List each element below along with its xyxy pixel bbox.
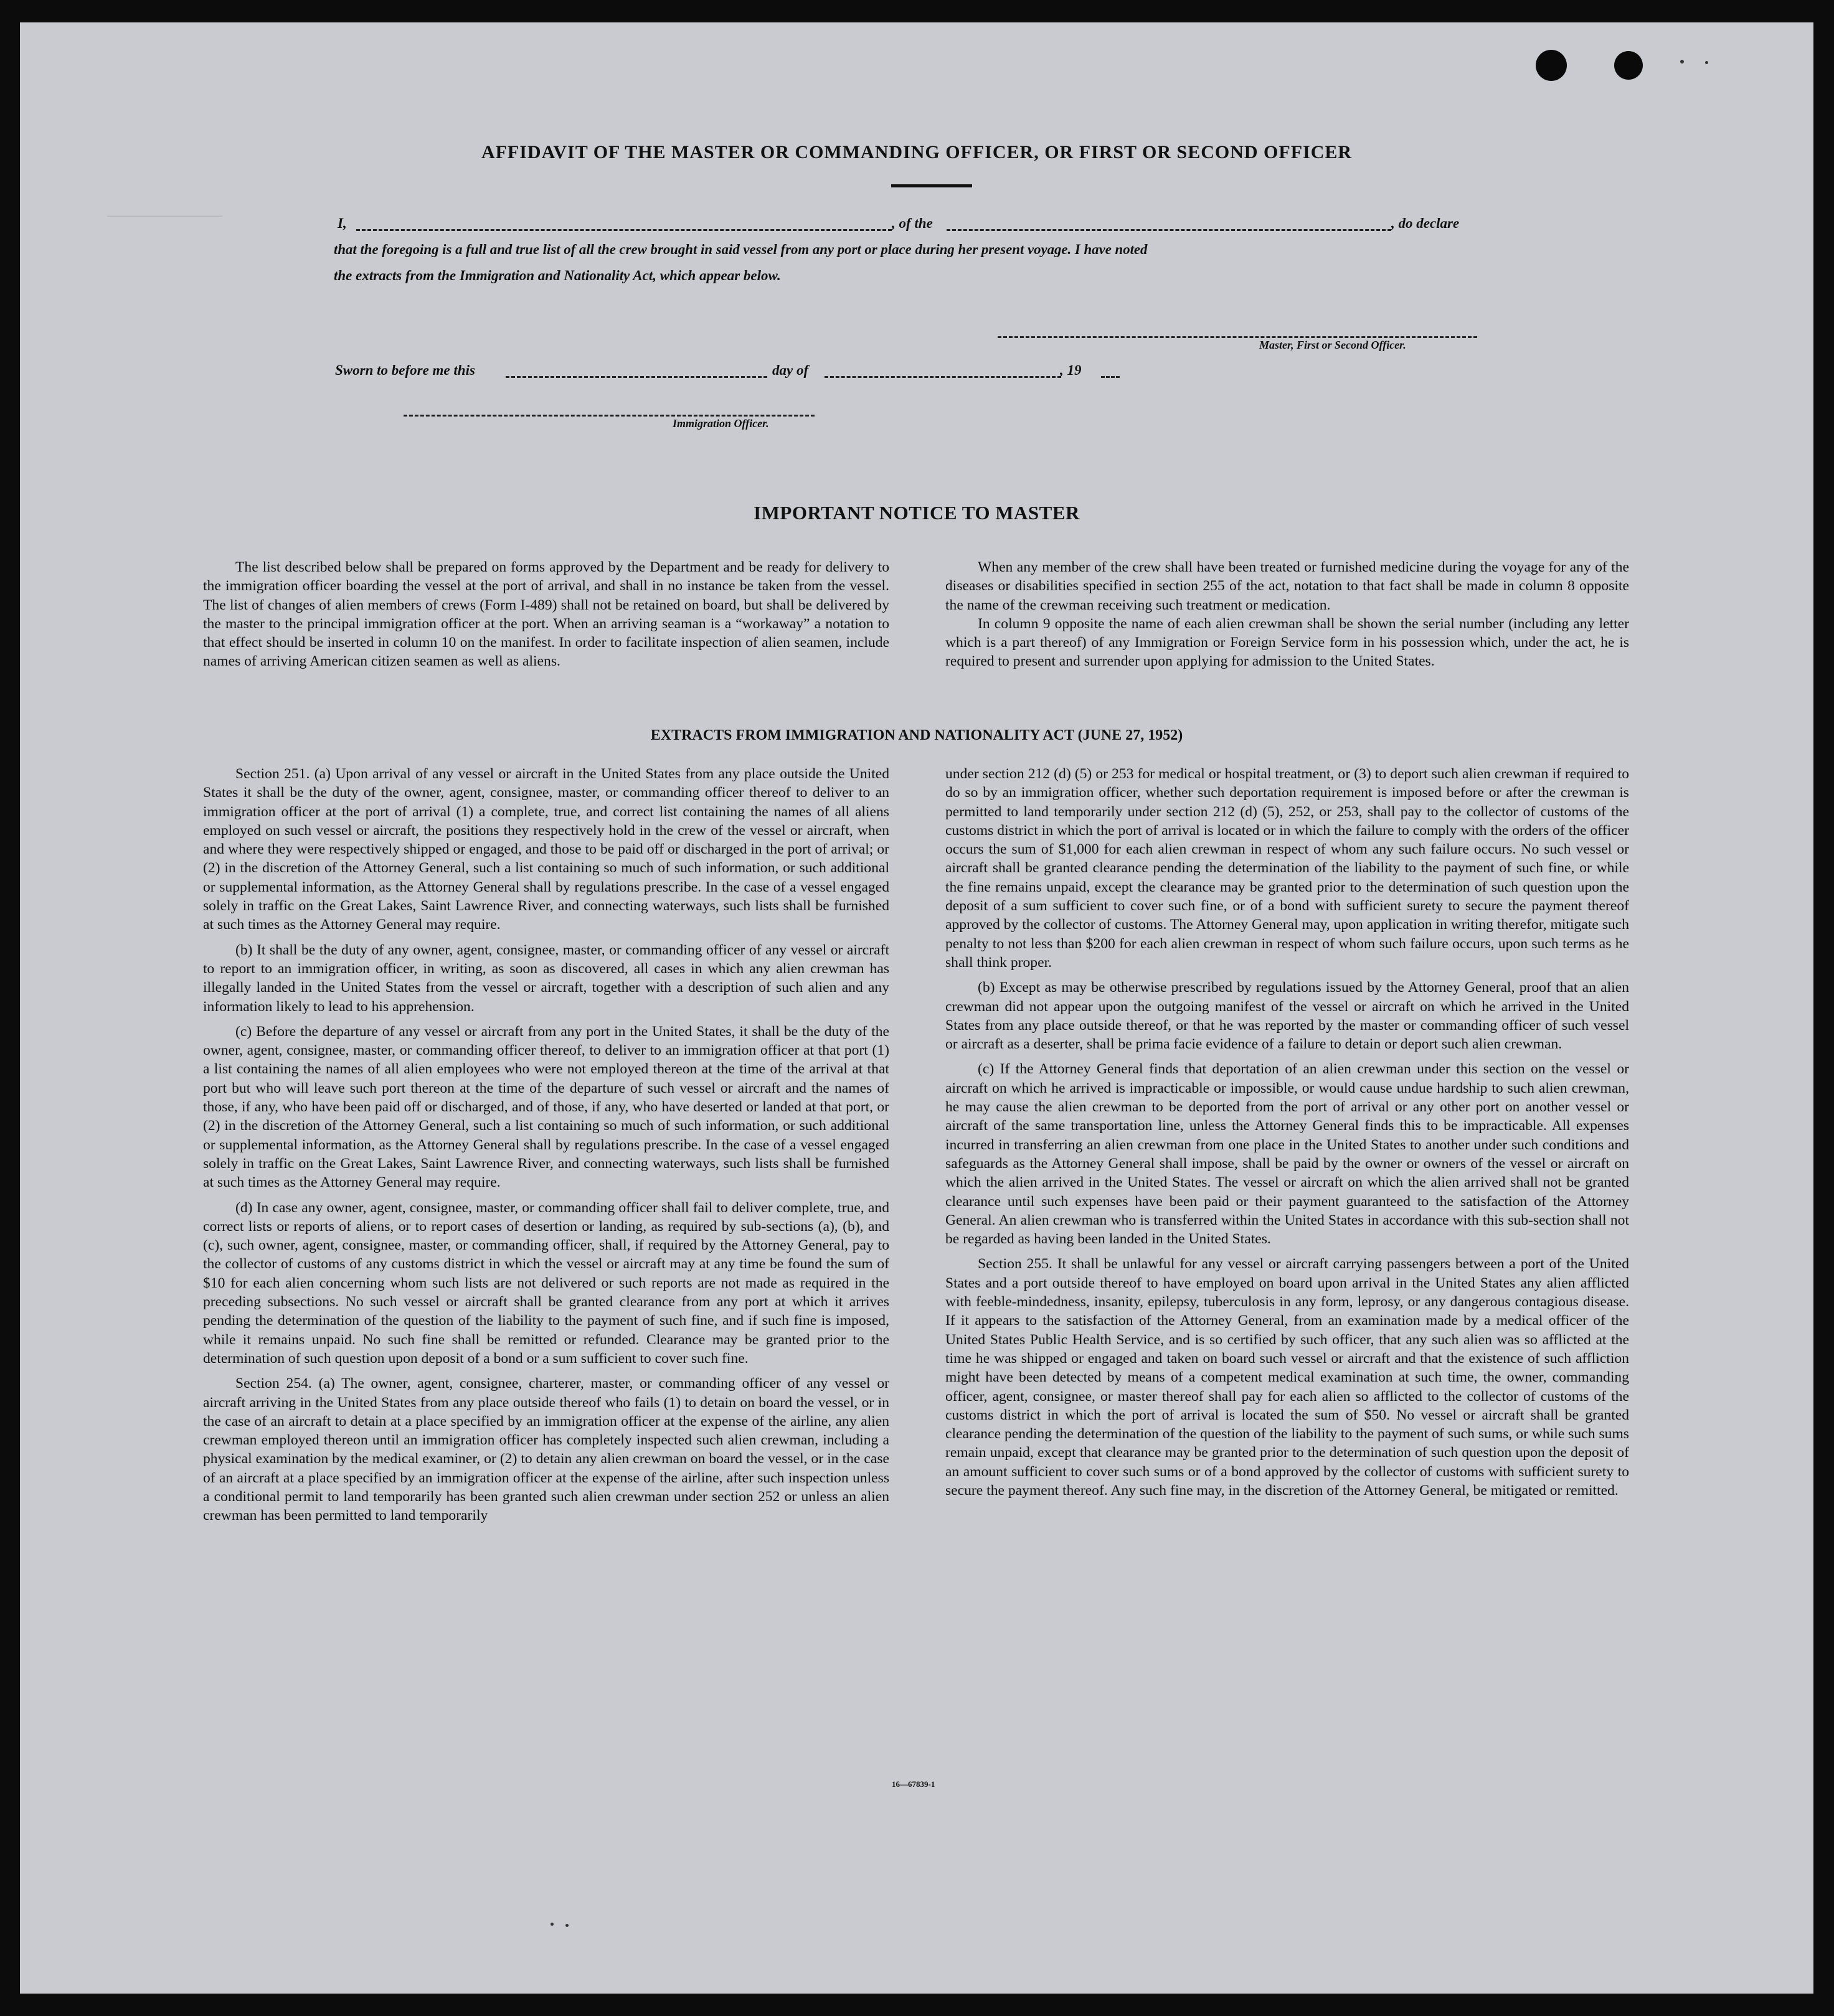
notice-right-paragraph-1: When any member of the crew shall have been treated or furnished medicine during the voyage for any of the diseases or disabilities specified in section 255 of the act, notation to that fact shall be made in column 8 opposite the name of the crewman receiving such treatment or medication. (945, 559, 1629, 613)
section-254-a: Section 254. (a) The owner, agent, consignee, charterer, master, or commanding officer of any vessel or aircraft arriving in the United States from any place outside thereof who fails (1) to detain on board the vessel, or in the case of an aircraft to detain at a place specified by an immigration officer at the expense of the airline, any alien crewman employed thereon until an immigration officer has completely inspected such alien crewman, including a physical examination by the medical examiner, or (2) to detain any alien crewman on board the vessel, or in the case of an aircraft at a place specified by an immigration officer at the expense of the airline, after such inspection unless a conditional permit to land temporarily has been granted such alien crewman under section 252 or unless an alien crewman has been permitted to land temporarily (203, 1375, 889, 1524)
extracts-title: EXTRACTS FROM IMMIGRATION AND NATIONALITY ACT (JUNE 27, 1952) (650, 727, 1183, 743)
punch-hole-left (1536, 50, 1567, 81)
section-254-a-continued: under section 212 (d) (5) or 253 for medical or hospital treatment, or (3) to deport such alien crewman if required to do so by an immigration officer, whether such deportation requirement is imposed before or after the crewman is permitted to land temporarily under section 212 (d) (5), 252, or 253, shall pay to the collector of customs of the customs district in which the port of arrival is located or in which the failure to comply with the orders of the officer occurs the sum of $1,000 for each alien crewman in respect of whom any such failure occurs. No such vessel or aircraft shall be granted clearance pending the determination of the liability to the payment of such fine, or while the fine remains unpaid, except the clearance may be granted prior to the determination of such question upon the deposit of a sum sufficient to cover such fine, or of a bond with sufficient surety to secure the payment thereof approved by the collector of customs. The Attorney General may, upon application in writing therefor, mitigate such penalty to not less than $200 for each alien crewman in respect of whom such failure occurs, upon such terms as he shall think proper. (945, 766, 1629, 971)
day-of-label: day of (772, 362, 809, 378)
speck-mark (565, 1924, 569, 1927)
section-255: Section 255. It shall be unlawful for any vessel or aircraft carrying passengers between a port of the United States and a port outside thereof to have employed on board upon arrival in the United States any alien afflicted with feeble-mindedness, insanity, epilepsy, tuberculosis in any form, leprosy, or any dangerous contagious disease. If it appears to the satisfaction of the Attorney General, from an examination made by a medical officer of the United States Public Health Service, and is so certified by such officer, that any such alien was so afflicted at the time he was shipped or engaged and taken on board such vessel or aircraft and that the existence of such affliction might have been detected by means of a competent medical examination at such time, the owner, commanding officer, agent, consignee, or master thereof shall pay for each alien so afflicted to the collector of customs of the customs district in which the port of arrival is located the sum of $50. No vessel or aircraft shall be granted clearance pending the determination of the question of the liability to the payment of such sums, or while such sums remain unpaid, except that clearance may be granted prior to the determination of such question upon the deposit of an amount sufficient to cover such sums or of a bond approved by the collector of customs with sufficient surety to secure the payment thereof. Any such fine may, in the discretion of the Attorney General, be mitigated or remitted. (945, 1256, 1629, 1499)
officer-signature-line[interactable] (404, 415, 815, 417)
name-blank-line[interactable] (356, 229, 892, 231)
document-page (20, 22, 1813, 1994)
title-underline (891, 184, 972, 187)
i-label: I, (338, 215, 347, 231)
sworn-day-blank[interactable] (506, 376, 767, 378)
section-254-c: (c) If the Attorney General finds that deportation of an alien crewman under this section on the vessel or aircraft on which he arrived is impracticable or impossible, or would cause undue hardship to such alien crewman, he may cause the alien crewman to be deported from the port of arrival or any other port on another vessel or aircraft of the same transportation line, unless the Attorney General finds this to be impracticable. All expenses incurred in transferring an alien crewman from one place in the United States to another under such conditions and safeguards as the Attorney General shall impose, shall be paid by the owner or owners of the vessel or aircraft on which the alien arrived in the United States. The vessel or aircraft on which the alien arrived shall not be granted clearance until such expenses have been paid or their payment guaranteed to the satisfaction of the Attorney General. An alien crewman who is transferred within the United States in accordance with this sub-section shall not be regarded as having been landed in the United States. (945, 1061, 1629, 1248)
show-through-text: ────────────── (107, 209, 222, 225)
do-declare-label: , do declare (1391, 215, 1460, 231)
section-254-b: (b) Except as may be otherwise prescribed by regulations issued by the Attorney General, proof that an alien crewman did not appear upon the outgoing manifest of the vessel or aircraft on which he arrived in the United States from any place outside thereof, or that he was reported by the master or commanding officer of such vessel or aircraft as a deserter, shall be prima facie evidence of a failure to detain or deport such alien crewman. (945, 979, 1629, 1053)
extracts-left-column (203, 765, 889, 1532)
notice-right-paragraph-2: In column 9 opposite the name of each alien crewman shall be shown the serial number (including any letter which is a part thereof) of any Immigration or Foreign Service form in his possession which, under the act, he is required to present and surrender upon applying for admission to the United States. (945, 615, 1629, 670)
section-251-b: (b) It shall be the duty of any owner, agent, consignee, master, or commanding officer of any vessel or aircraft to report to an immigration officer, in writing, as soon as discovered, all cases in which any alien crewman has illegally landed in the United States from the vessel or aircraft, together with a description of such alien and any information likely to lead to his apprehension. (203, 941, 889, 1015)
affidavit-title: AFFIDAVIT OF THE MASTER OR COMMANDING OFFICER, OR FIRST OR SECOND OFFICER (481, 142, 1353, 163)
declaration-line-1: that the foregoing is a full and true list of all the crew brought in said vessel from any port or place during her present voyage. I have noted (334, 242, 1148, 257)
speck-mark (551, 1923, 554, 1926)
punch-hole-right (1614, 51, 1643, 80)
notice-title: IMPORTANT NOTICE TO MASTER (754, 502, 1080, 524)
sworn-label: Sworn to before me this (335, 362, 475, 378)
sworn-year-blank[interactable] (1101, 376, 1120, 378)
notice-right-column (945, 558, 1629, 677)
master-caption: Master, First or Second Officer. (1259, 339, 1406, 351)
sworn-month-blank[interactable] (825, 376, 1061, 378)
notice-left-paragraph: The list described below shall be prepared on forms approved by the Department and be ready for delivery to the immigration officer boarding the vessel at the port of arrival, and shall in no instance be taken from the vessel. The list of changes of alien members of crews (Form I-489) shall not be retained on board, but shall be delivered by the master to the principal immigration officer at the port. When an arriving seaman is a “workaway” a notation to that effect should be inserted in column 10 on the manifest. In order to facilitate inspection of alien seamen, include names of arriving American citizen seamen as well as aliens. (203, 559, 889, 670)
officer-caption: Immigration Officer. (673, 417, 769, 430)
section-251-a: Section 251. (a) Upon arrival of any vessel or aircraft in the United States from any place outside the United States it shall be the duty of the owner, agent, consignee, master, or commanding officer thereof to deliver to an immigration officer at the port of arrival (1) a complete, true, and correct list containing the names of all aliens employed on such vessel or aircraft, the positions they respectively hold in the crew of the vessel or aircraft, when and where they were respectively shipped or engaged, and those to be paid off or discharged in the port of arrival; or (2) in the discretion of the Attorney General, such a list containing so much of such information, or such additional or supplemental information, as the Attorney General shall by regulations prescribe. In the case of a vessel engaged solely in traffic on the Great Lakes, Saint Lawrence River, and connecting waterways, such lists shall be furnished at such times as the Attorney General may require. (203, 766, 889, 933)
declaration-line-2: the extracts from the Immigration and Nationality Act, which appear below. (334, 268, 781, 283)
speck-mark (1680, 60, 1684, 64)
section-251-d: (d) In case any owner, agent, consignee, master, or commanding officer shall fail to deliver complete, true, and correct lists or reports of aliens, or to report cases of desertion or landing, as required by sub-sections (a), (b), and (c), such owner, agent, consignee, master, or commanding officer, shall, if required by the Attorney General, pay to the collector of customs of any customs district in which the vessel or aircraft may at any time be found the sum of $10 for each alien concerning whom such lists are not delivered or such reports are not made as required in the preceding subsections. No such vessel or aircraft shall be granted clearance from any port at which it arrives pending the determination of the question of the liability to the payment of such fine, and if such fine is imposed, while it remains unpaid. No such fine shall be remitted or refunded. Clearance may be granted prior to the determination of such question upon deposit of a bond or a sum sufficient to cover such fine. (203, 1199, 889, 1367)
year-label: , 19 (1060, 362, 1082, 378)
notice-left-column (203, 558, 889, 677)
of-the-label: , of the (892, 215, 933, 231)
vessel-blank-line[interactable] (947, 229, 1391, 231)
form-number: 16—67839-1 (892, 1779, 935, 1789)
speck-mark (1705, 61, 1708, 64)
extracts-right-column (945, 765, 1629, 1506)
section-251-c: (c) Before the departure of any vessel or aircraft from any port in the United States, it shall be the duty of the owner, agent, consignee, master, or commanding officer thereof, to deliver to an immigration officer at that port (1) a list containing the names of all alien employees who were not employed thereon at the time of the arrival at that port but who will leave such port thereon at the time of the departure of such vessel or aircraft and the names of those, if any, who have been paid off or discharged, and of those, if any, who have deserted or landed at that port, or (2) in the discretion of the Attorney General, such a list containing so much of such information, or such additional or supplemental information, as the Attorney General shall by regulations prescribe. In the case of a vessel engaged solely in traffic on the Great Lakes, Saint Lawrence River, and connecting waterways, such lists shall be furnished at such times as the Attorney General may require. (203, 1023, 889, 1191)
master-signature-line[interactable] (998, 336, 1477, 338)
